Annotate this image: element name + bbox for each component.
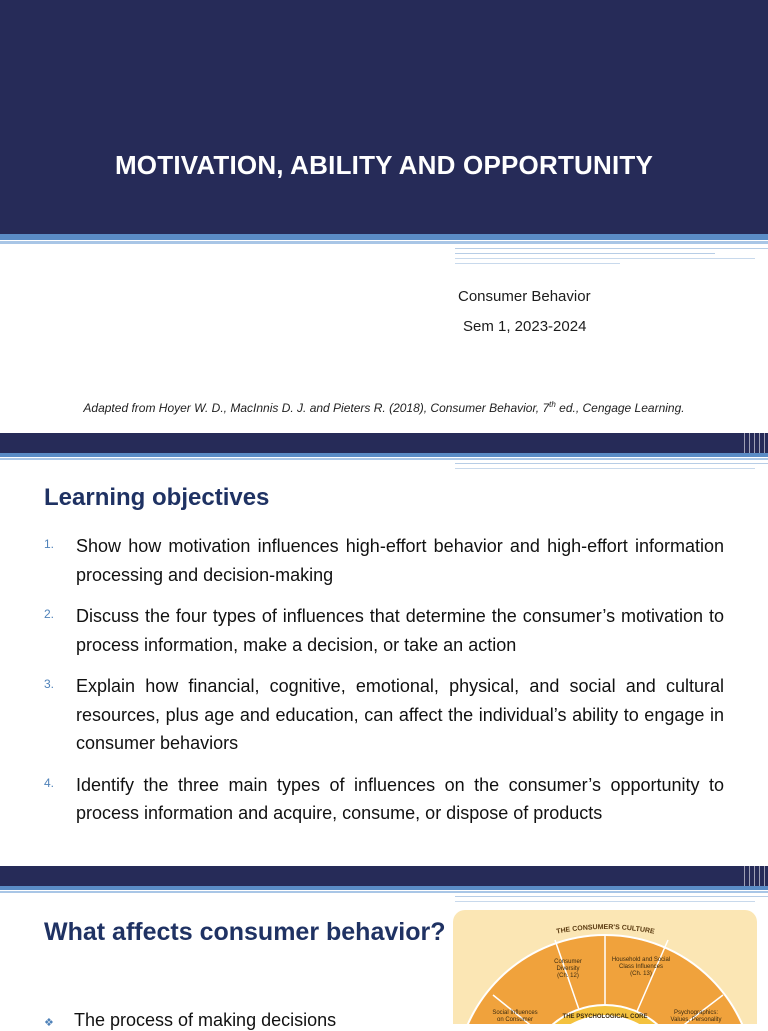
objectives-list: [44, 532, 724, 841]
accent-line: [455, 901, 755, 902]
accent-stripe: [0, 453, 768, 457]
band-ticks: [742, 431, 768, 455]
accent-line: [455, 258, 755, 259]
section-heading: Learning objectives: [44, 484, 270, 511]
slide-title: MOTIVATION, ABILITY AND OPPORTUNITY: [114, 150, 654, 180]
list-item: [44, 672, 724, 758]
accent-line: [455, 468, 755, 469]
item-text: Show how motivation influences high-effort behavior and high-effort information processing and decision-making: [76, 536, 724, 585]
band-ticks: [742, 864, 768, 888]
bullet-text: The process of making decisions: [74, 1010, 337, 1030]
bullet-item: [44, 1010, 336, 1031]
diagram-arc-title: THE CONSUMER'S CULTURE: [555, 923, 656, 936]
credit-text: Adapted from Hoyer W. D., MacInnis D. J. and Pieters R. (2018), Consumer Behavior, 7: [83, 401, 550, 415]
accent-stripe: [0, 886, 768, 890]
item-number: 3.: [44, 677, 55, 691]
list-item: [44, 532, 724, 589]
title-banner: [0, 0, 768, 234]
accent-line: [455, 263, 620, 264]
segment-label: Psychographics: Values, Personality: [670, 1010, 722, 1023]
diagram-graphic: [453, 910, 757, 1024]
list-item: [44, 602, 724, 659]
segment-label: Social Influences on Consumer: [492, 1010, 538, 1023]
list-item: [44, 771, 724, 828]
semester: Sem 1, 2023-2024: [463, 318, 587, 335]
accent-line: [455, 896, 768, 897]
course-name: Consumer Behavior: [458, 288, 591, 305]
accent-stripe: [0, 241, 768, 244]
consumer-behavior-diagram: [453, 910, 757, 1024]
item-text: Explain how financial, cognitive, emotional, physical, and social and cultural resources, plus age and education, can affect the individual’s ability to engage in consumer behaviors: [76, 676, 724, 753]
source-credit: [0, 400, 768, 415]
accent-line: [455, 463, 768, 464]
item-number: 1.: [44, 537, 55, 551]
core-label: THE PSYCHOLOGICAL CORE: [562, 1014, 648, 1020]
slide-top-band: [0, 866, 768, 886]
item-text: Identify the three main types of influences on the consumer’s opportunity to process information and acquire, consume, or dispose of products: [76, 774, 724, 823]
accent-stripe: [0, 234, 768, 240]
item-number: 2.: [44, 607, 55, 621]
slide-top-band: [0, 433, 768, 453]
item-text: Discuss the four types of influences that determine the consumer’s motivation to process information, make a decision, or take an action: [76, 606, 724, 655]
accent-stripe: [0, 458, 768, 460]
accent-stripe: [0, 891, 768, 893]
diamond-bullet-icon: ❖: [44, 1017, 54, 1029]
accent-line: [455, 248, 768, 249]
credit-text-end: ed., Cengage Learning.: [555, 401, 685, 415]
segment-label: Consumer Diversity (Ch. 12): [554, 959, 582, 979]
credit-superscript: th: [549, 400, 556, 409]
accent-line: [455, 253, 715, 254]
segment-label: Household and Social Class Influences (Ch. 13): [611, 957, 671, 977]
section-heading: What affects consumer behavior?: [44, 918, 446, 946]
item-number: 4.: [44, 775, 55, 790]
